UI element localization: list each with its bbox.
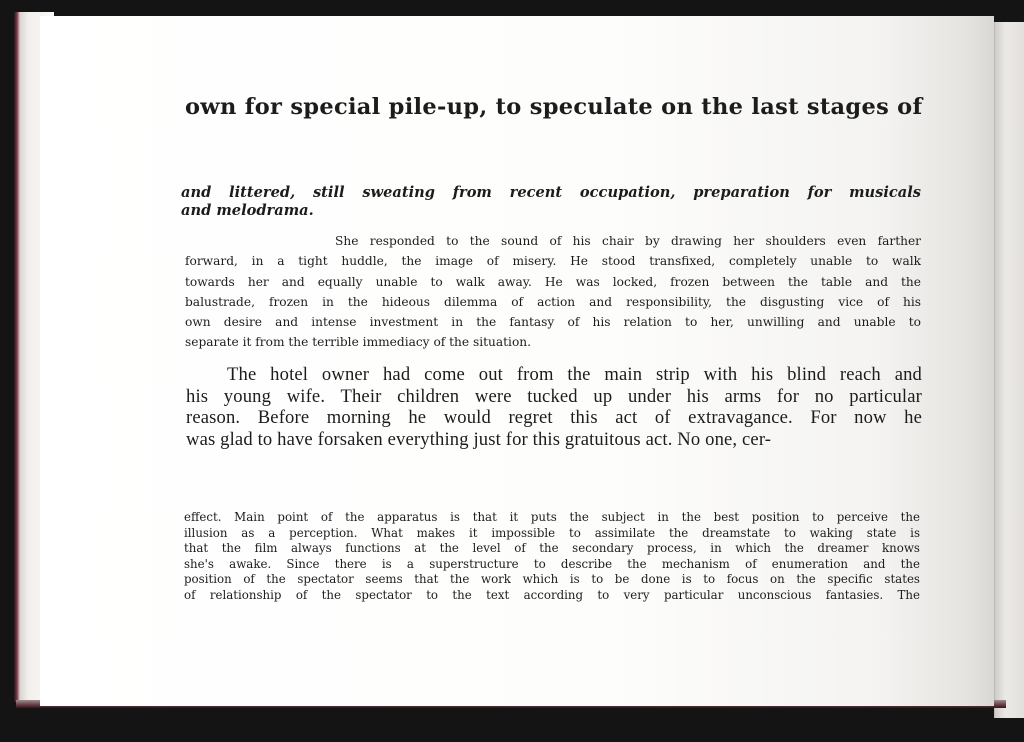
small-line-5: own desire and intense investment in the fantasy of his relation to her, unwilling and unable to: [185, 315, 921, 330]
italic-line-2: and melodrama.: [181, 202, 314, 219]
large-line-4: was glad to have forsaken everything just for this gratuitous act. No one, cer-: [186, 428, 772, 450]
small-line-1: She responded to the sound of his chair by drawing her shoulders even farther: [335, 234, 921, 248]
large-line-2: his young wife. Their children were tucked up under his arms for no particular: [186, 385, 922, 407]
small-line-6: separate it from the terrible immediacy of the situation.: [185, 335, 532, 350]
small-line-2: forward, in a tight huddle, the image of misery. He stood transfixed, completely unable to walk: [185, 254, 921, 269]
small-line-4: balustrade, frozen in the hideous dilemma of action and responsibility, the disgusting vice of his: [185, 294, 921, 309]
bottom-line-1: effect. Main point of the apparatus is that it puts the subject in the best position to perceive the: [184, 510, 920, 524]
facing-page-edge: [994, 22, 1024, 718]
italic-paragraph: [181, 184, 921, 220]
bottom-line-4: she's awake. Since there is a superstructure to describe the mechanism of enumeration and the: [184, 556, 920, 571]
bottom-paragraph: [184, 510, 920, 604]
large-line-1: The hotel owner had come out from the main strip with his blind reach and: [227, 364, 922, 385]
page-heading: own for special pile-up, to speculate on the last stages of: [185, 94, 923, 120]
bottom-line-6: of relationship of the spectator to the text according to very particular unconscious fantasies. The: [184, 587, 920, 602]
small-line-3: towards her and equally unable to walk away. He was locked, frozen between the table and the: [185, 274, 921, 289]
bottom-line-3: that the film always functions at the level of the secondary process, in which the dreamer knows: [184, 541, 920, 556]
bottom-line-5: position of the spectator seems that the work which is to be done is to focus on the specific states: [184, 572, 920, 587]
large-paragraph: [186, 364, 922, 450]
small-paragraph: [185, 231, 921, 353]
bottom-line-2: illusion as a perception. What makes it impossible to assimilate the dreamstate to waking state is: [184, 525, 920, 540]
italic-line-1: and littered, still sweating from recent occupation, preparation for musicals: [181, 184, 921, 201]
large-line-3: reason. Before morning he would regret this act of extravagance. For now he: [186, 407, 922, 429]
